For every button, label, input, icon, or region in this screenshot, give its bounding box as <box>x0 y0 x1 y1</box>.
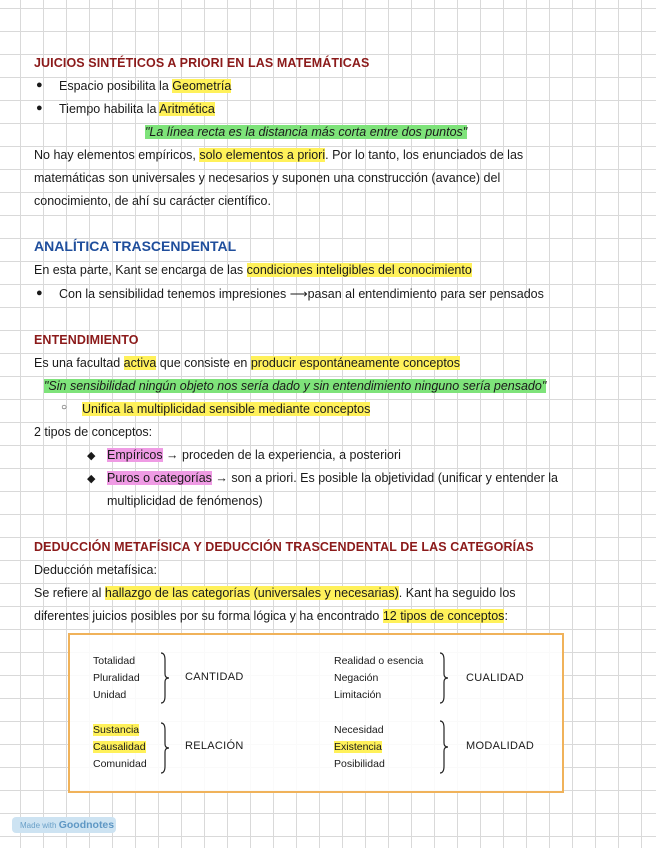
bullet-dot: ● <box>36 79 43 91</box>
brace-icon <box>439 652 449 704</box>
quote-linea-recta: "La línea recta es la distancia más corta entre dos puntos" <box>145 125 468 139</box>
paragraph-line: multiplicidad de fenómenos) <box>107 494 263 508</box>
brace-icon <box>160 652 170 704</box>
paragraph-line: conocimiento, de ahí su carácter científico. <box>34 194 271 208</box>
section-title-analitica: ANALÍTICA TRASCENDENTAL <box>34 238 237 254</box>
bullet-espacio: Espacio posibilita la Geometría <box>59 79 232 93</box>
category-item: Unidad <box>93 689 127 701</box>
category-item: Realidad o esencia <box>334 655 424 667</box>
section-title-deduccion: DEDUCCIÓN METAFÍSICA Y DEDUCCIÓN TRASCENDENTAL DE LAS CATEGORÍAS <box>34 540 534 554</box>
diamond-bullet-icon: ◆ <box>87 473 96 485</box>
brace-icon <box>439 720 449 774</box>
diamond-bullet-icon: ◆ <box>87 450 96 462</box>
category-group-label: MODALIDAD <box>466 740 535 752</box>
quote-sensibilidad: "Sin sensibilidad ningún objeto nos sería dado y sin entendimiento ninguno sería pensado" <box>44 379 547 393</box>
category-item: Sustancia <box>93 724 140 736</box>
paragraph-line: Es una facultad activa que consiste en producir espontáneamente conceptos <box>34 356 460 370</box>
category-item: Necesidad <box>334 724 384 736</box>
paragraph-line: En esta parte, Kant se encarga de las condiciones inteligibles del conocimiento <box>34 263 472 277</box>
arrow-icon: ⟶ <box>289 287 308 301</box>
bullet-dot: ● <box>36 287 43 299</box>
concept-type-empiricos: Empíricos → proceden de la experiencia, a posteriori <box>107 448 401 462</box>
category-item: Existencia <box>334 741 382 753</box>
category-group-cantidad-items <box>93 653 140 704</box>
category-group-modalidad-items <box>334 722 385 773</box>
category-group-label: CANTIDAD <box>185 671 244 683</box>
goodnotes-watermark: Made with Goodnotes <box>12 817 116 833</box>
goodnotes-logo: Goodnotes <box>58 819 115 831</box>
circle-bullet-icon: ○ <box>61 402 68 413</box>
section-title-entendimiento: ENTENDIMIENTO <box>34 333 139 347</box>
category-item: Totalidad <box>93 655 136 667</box>
category-item: Causalidad <box>93 741 146 753</box>
brace-icon <box>160 722 170 774</box>
category-group-label: CUALIDAD <box>466 672 525 684</box>
category-group-label: RELACIÓN <box>185 740 244 752</box>
sub-bullet-unifica: Unifica la multiplicidad sensible mediante conceptos <box>82 402 371 416</box>
paragraph-line: No hay elementos empíricos, solo elementos a priori. Por lo tanto, los enunciados de las <box>34 148 524 162</box>
category-item: Limitación <box>334 689 382 701</box>
bullet-sensibilidad: Con la sensibilidad tenemos impresiones ⟶pasan al entendimiento para ser pensados <box>59 287 544 301</box>
paragraph-line: diferentes juicios posibles por su forma lógica y ha encontrado 12 tipos de conceptos: <box>34 609 508 623</box>
paragraph-line: matemáticas son universales y necesarios y suponen una construcción (avance) del <box>34 171 501 185</box>
category-item: Pluralidad <box>93 672 140 684</box>
section-title-juicios: JUICIOS SINTÉTICOS A PRIORI EN LAS MATEMÁTICAS <box>34 56 370 70</box>
category-item: Comunidad <box>93 758 147 770</box>
bullet-tiempo: Tiempo habilita la Aritmética <box>59 102 215 116</box>
category-group-cualidad-items <box>334 653 423 704</box>
subheading-deduccion-metafisica: Deducción metafísica: <box>34 563 157 577</box>
category-group-relacion-items <box>93 722 147 773</box>
category-item: Posibilidad <box>334 758 385 770</box>
paragraph-line: 2 tipos de conceptos: <box>34 425 153 439</box>
category-item: Negación <box>334 672 379 684</box>
bullet-dot: ● <box>36 102 43 114</box>
paragraph-line: Se refiere al hallazgo de las categorías (universales y necesarias). Kant ha seguido los <box>34 586 516 600</box>
concept-type-puros: Puros o categorías → son a priori. Es posible la objetividad (unificar y entender la <box>107 471 558 485</box>
